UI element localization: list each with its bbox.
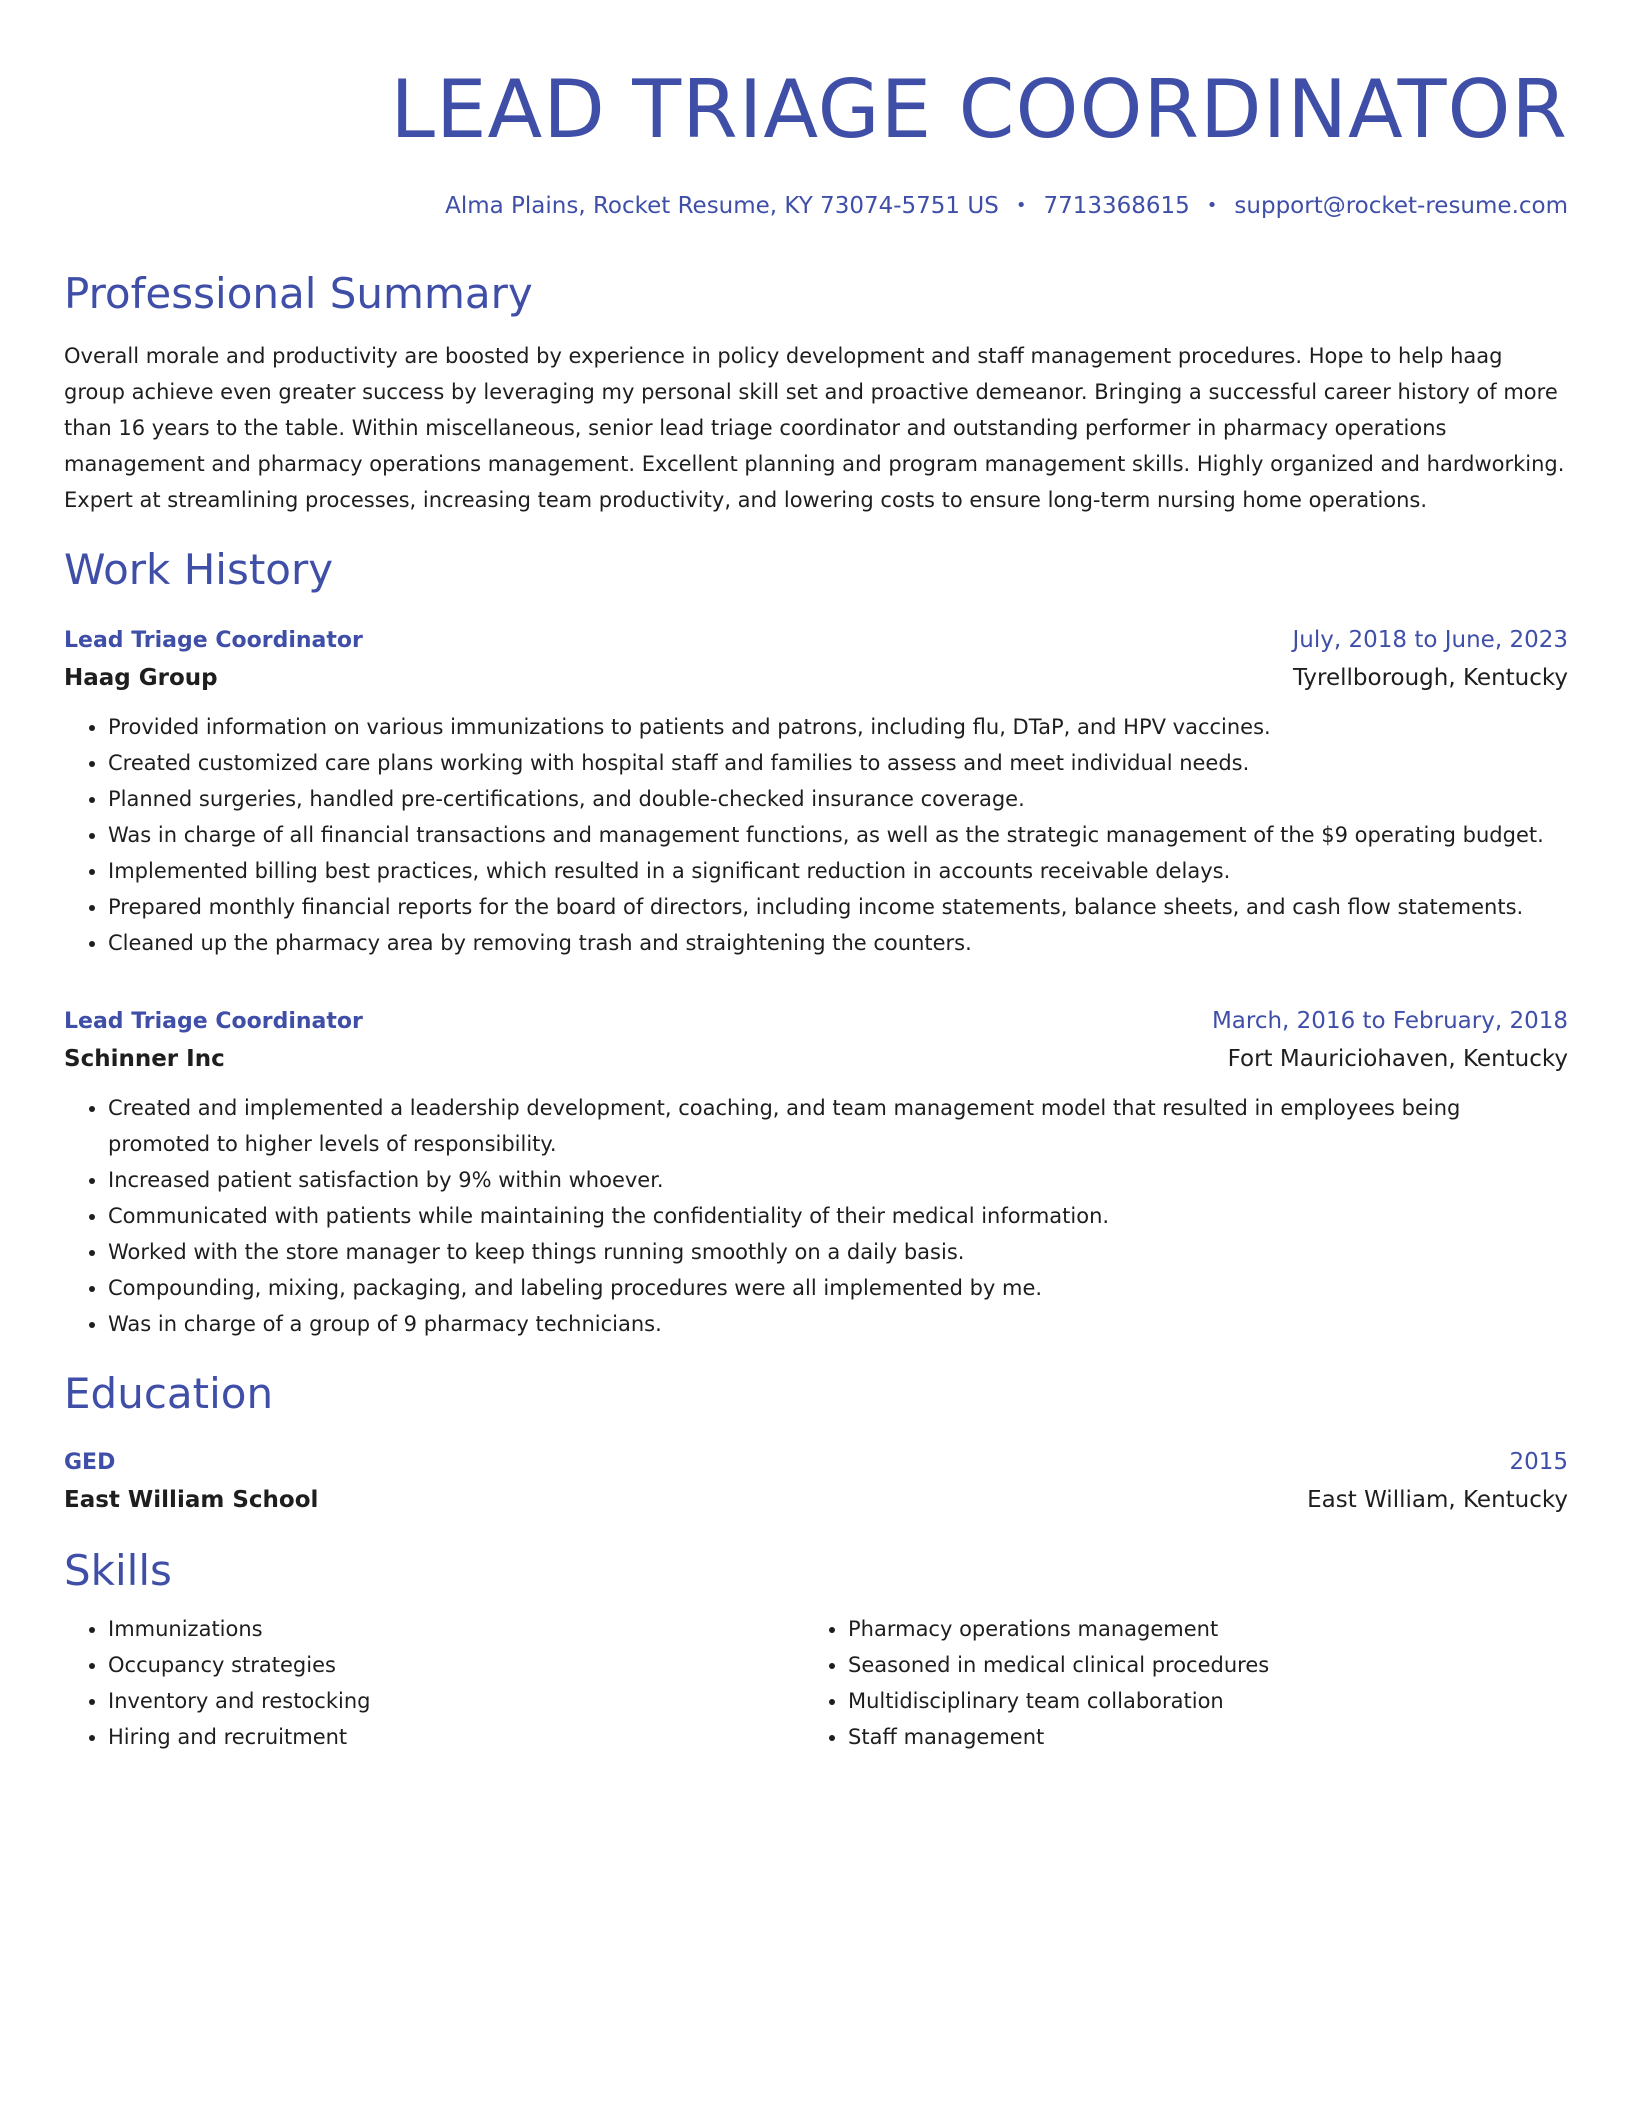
education-heading: Education (64, 1369, 274, 1418)
education-year: 2015 (1509, 1449, 1568, 1475)
contact-email: support@rocket-resume.com (1234, 193, 1568, 219)
job-bullet: • Cleaned up the pharmacy area by removing trash and straightening the counters. (108, 925, 1568, 961)
job-location: Tyrellborough, Kentucky (1292, 665, 1568, 691)
contact-separator: • (1206, 195, 1218, 216)
job-bullets (64, 709, 1568, 961)
job-dates: July, 2018 to June, 2023 (1292, 627, 1568, 653)
skill-item: • Hiring and recruitment (108, 1719, 804, 1755)
job-bullet: • Was in charge of all financial transactions and management functions, as well as the strategic management of the $9 operating budget. (108, 817, 1568, 853)
job-title: Lead Triage Coordinator (64, 628, 363, 653)
skills-heading: Skills (64, 1546, 172, 1595)
job-location: Fort Mauriciohaven, Kentucky (1227, 1046, 1568, 1072)
job-bullet: • Created customized care plans working with hospital staff and families to assess and meet individual needs. (108, 745, 1568, 781)
contact-line (64, 190, 1568, 222)
job-bullet: • Planned surgeries, handled pre-certifications, and double-checked insurance coverage. (108, 781, 1568, 817)
skills-column-left (64, 1611, 804, 1755)
contact-address: Alma Plains, Rocket Resume, KY 73074-5751 US (445, 193, 999, 219)
contact-phone: 7713368615 (1043, 193, 1190, 219)
skills-column-right (804, 1611, 1544, 1755)
job-bullet: • Increased patient satisfaction by 9% within whoever. (108, 1162, 1568, 1198)
skill-item: • Multidisciplinary team collaboration (848, 1683, 1544, 1719)
job-bullet: • Communicated with patients while maintaining the confidentiality of their medical information. (108, 1198, 1568, 1234)
contact-separator: • (1015, 195, 1027, 216)
education-degree: GED (64, 1450, 116, 1475)
job-dates: March, 2016 to February, 2018 (1211, 1008, 1568, 1034)
summary-section (64, 268, 1568, 518)
skill-item: • Staff management (848, 1719, 1544, 1755)
work-history-section (64, 544, 1568, 1342)
education-location: East William, Kentucky (1307, 1487, 1568, 1513)
skill-item: • Occupancy strategies (108, 1647, 804, 1683)
skill-item: • Immunizations (108, 1611, 804, 1647)
skill-item: • Seasoned in medical clinical procedures (848, 1647, 1544, 1683)
education-school: East William School (64, 1487, 319, 1513)
job-title: Lead Triage Coordinator (64, 1009, 363, 1034)
resume-name: LEAD TRIAGE COORDINATOR (390, 63, 1568, 156)
job-bullet: • Provided information on various immunizations to patients and patrons, including flu, DTaP, and HPV vaccines. (108, 709, 1568, 745)
job-bullet: • Worked with the store manager to keep things running smoothly on a daily basis. (108, 1234, 1568, 1270)
skills-grid (64, 1611, 1568, 1755)
education-entry (64, 1446, 1568, 1519)
skill-item: • Inventory and restocking (108, 1683, 804, 1719)
job-company: Haag Group (64, 665, 218, 691)
summary-text: Overall morale and productivity are boosted by experience in policy development and staff management procedures. Hope to help haag group achieve even greater success by leveraging my personal skill set and proactive demeanor. Bringing a successful career history of more than 16 years to the table. Within miscellaneous, senior lead triage coordinator and outstanding performer in pharmacy operations management and pharmacy operations management. Excellent planning and program management skills. Highly organized and hardworking. Expert at streamlining processes, increasing team productivity, and lowering costs to ensure long-term nursing home operations. (64, 344, 1565, 512)
job-company: Schinner Inc (64, 1046, 225, 1072)
job-bullet: • Implemented billing best practices, which resulted in a significant reduction in accounts receivable delays. (108, 853, 1568, 889)
work-history-heading: Work History (64, 545, 334, 594)
skills-section (64, 1545, 1568, 1755)
job-entry (64, 1005, 1568, 1342)
job-bullet: • Compounding, mixing, packaging, and labeling procedures were all implemented by me. (108, 1270, 1568, 1306)
job-bullet: • Prepared monthly financial reports for the board of directors, including income statements, balance sheets, and cash flow statements. (108, 889, 1568, 925)
job-bullet: • Created and implemented a leadership development, coaching, and team management model that resulted in employees being promoted to higher levels of responsibility. (108, 1090, 1568, 1162)
job-entry (64, 624, 1568, 961)
skill-item: • Pharmacy operations management (848, 1611, 1544, 1647)
job-bullets (64, 1090, 1568, 1342)
job-bullet: • Was in charge of a group of 9 pharmacy technicians. (108, 1306, 1568, 1342)
education-section (64, 1368, 1568, 1519)
summary-heading: Professional Summary (64, 269, 533, 318)
